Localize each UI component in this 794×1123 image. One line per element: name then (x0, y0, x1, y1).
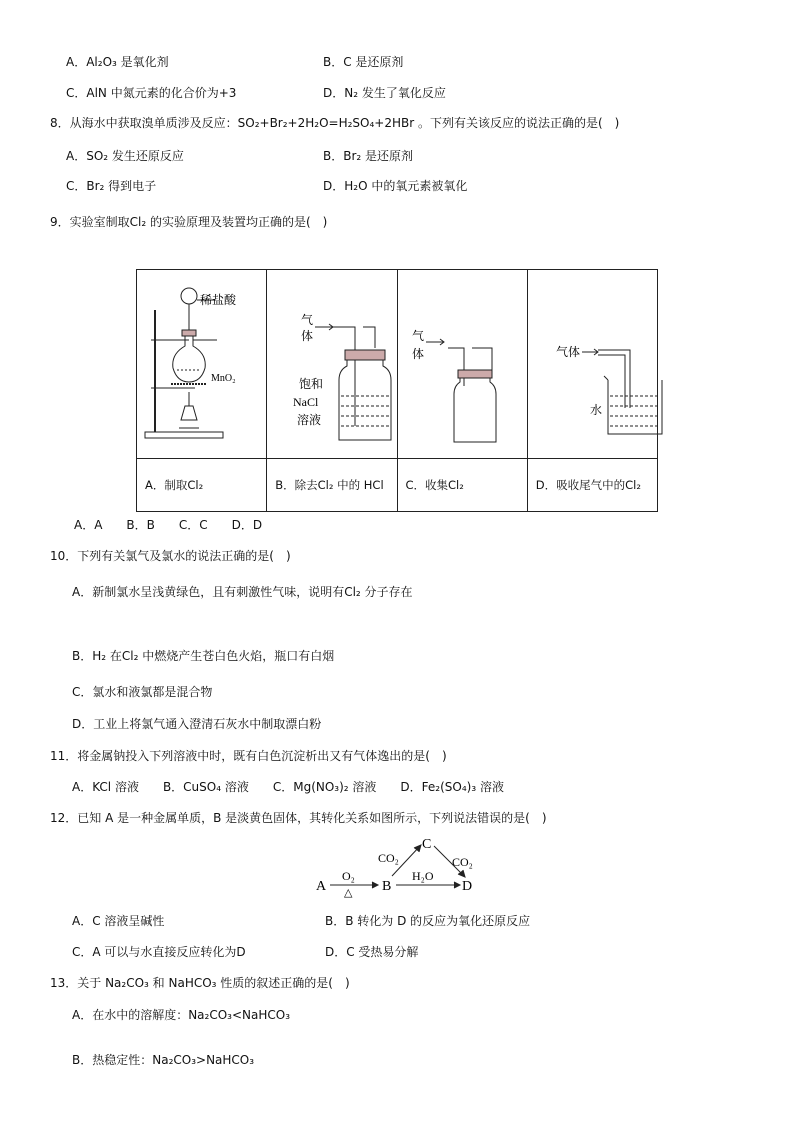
q10-option-d: D．工业上将氯气通入澄清石灰水中制取漂白粉 (72, 717, 322, 731)
q10-stem: 10．下列有关氯气及氯水的说法正确的是( ) (50, 549, 291, 563)
node-a: A (316, 879, 327, 894)
label-gas-b2: 体 (301, 329, 314, 343)
apparatus-table (136, 269, 658, 512)
label-saturated: 饱和 (299, 377, 324, 391)
label-gas-b1: 气 (301, 313, 314, 327)
apparatus-d-cell (527, 270, 657, 459)
label-h2o: H₂O (412, 869, 434, 883)
wash-bottle-figure (267, 270, 407, 455)
caption-b: B．除去Cl₂ 中的 HCl (267, 459, 397, 512)
label-heat: △ (344, 887, 353, 898)
q10-option-c: C．氯水和液氯都是混合物 (72, 685, 213, 699)
q8-option-c: C．Br₂ 得到电子 (66, 179, 157, 193)
q7-option-a: A．Al₂O₃ 是氧化剂 (66, 55, 169, 69)
apparatus-b-cell (267, 270, 397, 459)
q7-option-c: C．AlN 中氮元素的化合价为+3 (66, 86, 237, 100)
label-dilute-hcl: 稀盐酸 (200, 293, 237, 307)
label-gas-d: 气体 (555, 345, 580, 359)
label-water: 水 (589, 403, 602, 417)
label-solution: 溶液 (297, 413, 322, 427)
absorption-beaker-figure (528, 270, 673, 455)
conversion-diagram (300, 834, 500, 898)
q11-options: A．KCl 溶液 B．CuSO₄ 溶液 C．Mg(NO₃)₂ 溶液 D．Fe₂(SO₄)₃ 溶液 (72, 780, 504, 794)
caption-a: A．制取Cl₂ (137, 459, 267, 512)
collection-bottle-figure (398, 270, 503, 455)
label-co2-right: CO₂ (452, 855, 473, 869)
q8-option-a: A．SO₂ 发生还原反应 (66, 149, 184, 163)
q13-option-b: B．热稳定性：Na₂CO₃>NaHCO₃ (72, 1053, 255, 1067)
q13-option-a: A．在水中的溶解度：Na₂CO₃<NaHCO₃ (72, 1008, 291, 1022)
q7-option-b: B．C 是还原剂 (323, 55, 404, 69)
q10-option-b: B．H₂ 在Cl₂ 中燃烧产生苍白色火焰，瓶口有白烟 (72, 649, 335, 663)
node-b: B (382, 879, 392, 894)
q8-option-b: B．Br₂ 是还原剂 (323, 149, 414, 163)
q9-answer-options: A．A B．B C．C D．D (74, 518, 263, 532)
q13-stem: 13．关于 Na₂CO₃ 和 NaHCO₃ 性质的叙述正确的是( ) (50, 976, 350, 990)
apparatus-c-cell (397, 270, 527, 459)
label-nacl: NaCl (293, 395, 319, 409)
q8-stem: 8．从海水中获取溴单质涉及反应：SO₂+Br₂+2H₂O=H₂SO₄+2HBr 。下列有关该反应的说法正确的是( ) (50, 116, 620, 130)
q8-option-d: D．H₂O 中的氧元素被氧化 (323, 179, 468, 193)
q7-option-d: D．N₂ 发生了氧化反应 (323, 86, 446, 100)
chlorine-generator-figure (137, 270, 257, 455)
q12-option-c: C．A 可以与水直接反应转化为D (72, 945, 246, 959)
q10-option-a: A．新制氯水呈浅黄绿色，且有刺激性气味，说明有Cl₂ 分子存在 (72, 585, 413, 599)
q12-option-d: D．C 受热易分解 (325, 945, 419, 959)
node-c: C (422, 837, 432, 852)
q9-stem: 9．实验室制取Cl₂ 的实验原理及装置均正确的是( ) (50, 215, 328, 229)
q12-stem: 12．已知 A 是一种金属单质，B 是淡黄色固体，其转化关系如图所示，下列说法错误的是( ) (50, 811, 547, 825)
label-co2-left: CO₂ (378, 851, 399, 865)
q12-option-a: A．C 溶液呈碱性 (72, 914, 165, 928)
q11-stem: 11．将金属钠投入下列溶液中时，既有白色沉淀析出又有气体逸出的是( ) (50, 749, 447, 763)
label-mno2: MnO₂ (211, 373, 236, 384)
label-o2: O₂ (342, 869, 355, 883)
label-gas-c1: 气 (411, 329, 424, 343)
apparatus-a-cell (137, 270, 267, 459)
label-gas-c2: 体 (411, 347, 424, 361)
caption-c: C．收集Cl₂ (397, 459, 527, 512)
q12-option-b: B．B 转化为 D 的反应为氧化还原反应 (325, 914, 531, 928)
node-d: D (462, 879, 473, 894)
caption-d: D．吸收尾气中的Cl₂ (527, 459, 657, 512)
